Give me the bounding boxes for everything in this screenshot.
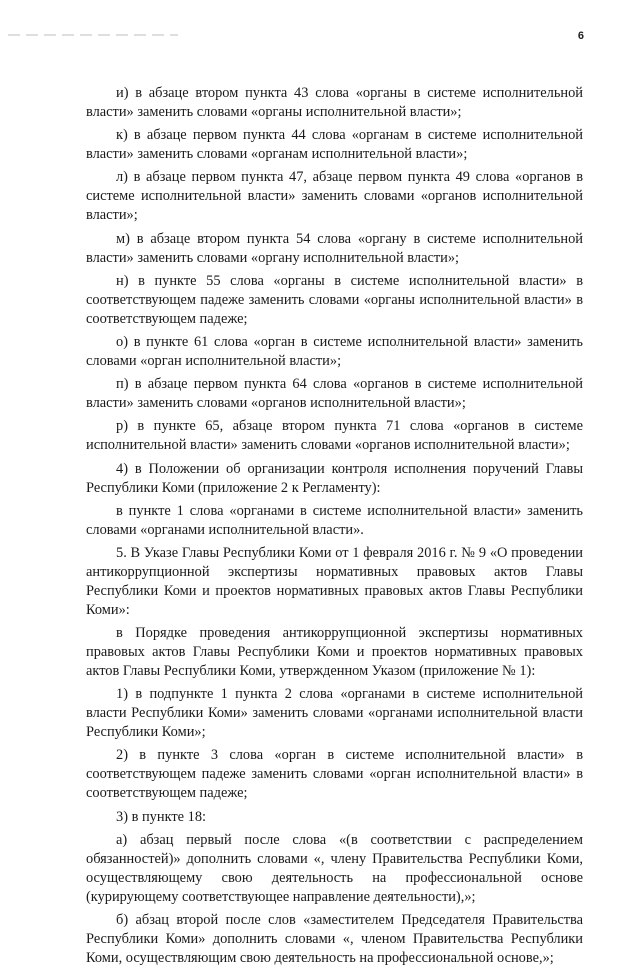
paragraph-amendment-o: о) в пункте 61 слова «орган в системе исполнительной власти» заменить словами «орган исполнительной власти»; xyxy=(86,333,583,369)
page-number: 6 xyxy=(577,30,584,42)
paragraph-section-5-item-1: 1) в подпункте 1 пункта 2 слова «органами в системе исполнительной власти Республики Коми» заменить словами «органами исполнительной власти Республики Коми»; xyxy=(86,686,583,741)
paragraph-section-5-item-3b: б) абзац второй после слов «заместителем Председателя Правительства Республики Коми» дополнить словами «, членом Правительства Республики Коми, осуществляющим свою деятельность на профессиональной основе,»; xyxy=(86,912,583,966)
scan-artifact xyxy=(8,34,178,36)
paragraph-section-5-item-3a: а) абзац первый после слова «(в соответствии с распределением обязанностей)» дополнить словами «, члену Правительства Республики Коми, осуществляющему свою деятельность на профессиональной основе (курирующему соответствующее направление деятельности),»; xyxy=(86,831,583,905)
paragraph-section-5: 5. В Указе Главы Республики Коми от 1 февраля 2016 г. № 9 «О проведении антикоррупционной экспертизы нормативных правовых актов Главы Республики Коми и проектов нормативных правовых актов Главы Республики Коми»: xyxy=(86,544,583,618)
paragraph-section-5-item-2: 2) в пункте 3 слова «орган в системе исполнительной власти» в соответствующем падеже заменить словами «орган исполнительной власти» в соответствующем падеже; xyxy=(86,747,583,802)
paragraph-amendment-p: п) в абзаце первом пункта 64 слова «органов в системе исполнительной власти» заменить словами «органов исполнительной власти»; xyxy=(86,376,583,412)
paragraph-item-4: 4) в Положении об организации контроля исполнения поручений Главы Республики Коми (приложение 2 к Регламенту): xyxy=(86,460,583,496)
paragraph-amendment-l: л) в абзаце первом пункта 47, абзаце первом пункта 49 слова «органов в системе исполнительной власти» заменить словами «органов исполнительной власти»; xyxy=(86,169,583,224)
paragraph-section-5-procedure: в Порядке проведения антикоррупционной экспертизы нормативных правовых актов Главы Республики Коми и проектов нормативных правовых актов Главы Республики Коми, утвержденном Указом (приложение № 1): xyxy=(86,625,583,680)
paragraph-amendment-k: к) в абзаце первом пункта 44 слова «органам в системе исполнительной власти» заменить словами «органам исполнительной власти»; xyxy=(86,127,583,163)
paragraph-item-4-point-1: в пункте 1 слова «органами в системе исполнительной власти» заменить словами «органами исполнительной власти». xyxy=(86,502,583,538)
paragraph-section-5-item-3: 3) в пункте 18: xyxy=(116,808,207,825)
document-body xyxy=(86,84,583,972)
paragraph-amendment-n: н) в пункте 55 слова «органы в системе исполнительной власти» в соответствующем падеже заменить словами «органы исполнительной власти» в соответствующем падеже; xyxy=(86,272,583,327)
paragraph-amendment-i: и) в абзаце втором пункта 43 слова «органы в системе исполнительной власти» заменить словами «органы исполнительной власти»; xyxy=(86,85,583,120)
paragraph-amendment-m: м) в абзаце втором пункта 54 слова «органу в системе исполнительной власти» заменить словами «органу исполнительной власти»; xyxy=(86,230,583,266)
paragraph-amendment-r: р) в пункте 65, абзаце втором пункта 71 слова «органов в системе исполнительной власти» заменить словами «органов исполнительной власти»; xyxy=(86,418,583,454)
